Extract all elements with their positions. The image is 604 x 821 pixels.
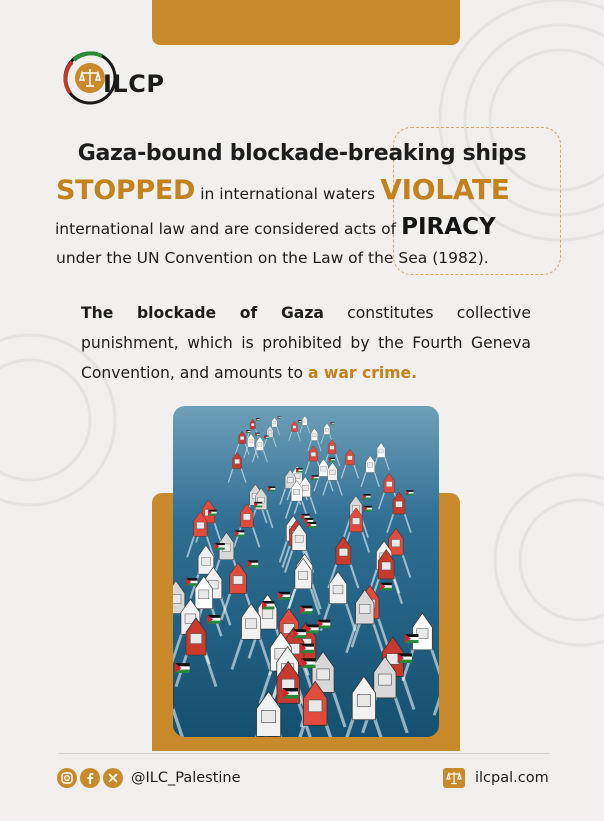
headline-line-3-text: international law and are considered acts of bbox=[55, 220, 397, 238]
violate-word: VIOLATE bbox=[380, 173, 510, 206]
stopped-word: STOPPED bbox=[56, 175, 196, 206]
social-handle[interactable]: @ILC_Palestine bbox=[131, 770, 241, 786]
headline-line-1: Gaza-bound blockade-breaking ships bbox=[77, 141, 527, 166]
social-links bbox=[57, 768, 241, 788]
body-paragraph bbox=[81, 298, 531, 388]
paragraph-body: constitutes collective punishment, which is prohibited by the Fourth Geneva Convention, and amounts to bbox=[81, 304, 531, 382]
website-link[interactable]: ilcpal.com bbox=[475, 770, 549, 786]
war-crime-highlight: a war crime. bbox=[307, 364, 417, 382]
top-accent-bar bbox=[152, 0, 460, 45]
scales-of-justice-icon bbox=[443, 768, 465, 788]
instagram-icon[interactable] bbox=[57, 768, 77, 788]
footer-divider bbox=[58, 753, 550, 754]
website-link-group bbox=[443, 768, 549, 788]
headline-line-2 bbox=[56, 173, 510, 206]
headline-line-3 bbox=[55, 214, 496, 240]
paragraph-bold-lead: The blockade of Gaza bbox=[81, 304, 324, 322]
facebook-icon[interactable] bbox=[80, 768, 100, 788]
logo-wordmark: ILCP bbox=[103, 70, 165, 98]
headline-line-2-mid: in international waters bbox=[200, 185, 376, 203]
flotilla-photo bbox=[173, 406, 439, 737]
piracy-word: PIRACY bbox=[401, 214, 496, 240]
x-icon[interactable] bbox=[103, 768, 123, 788]
headline-line-4: under the UN Convention on the Law of the Sea (1982). bbox=[56, 249, 489, 267]
flotilla-illustration bbox=[173, 406, 439, 737]
